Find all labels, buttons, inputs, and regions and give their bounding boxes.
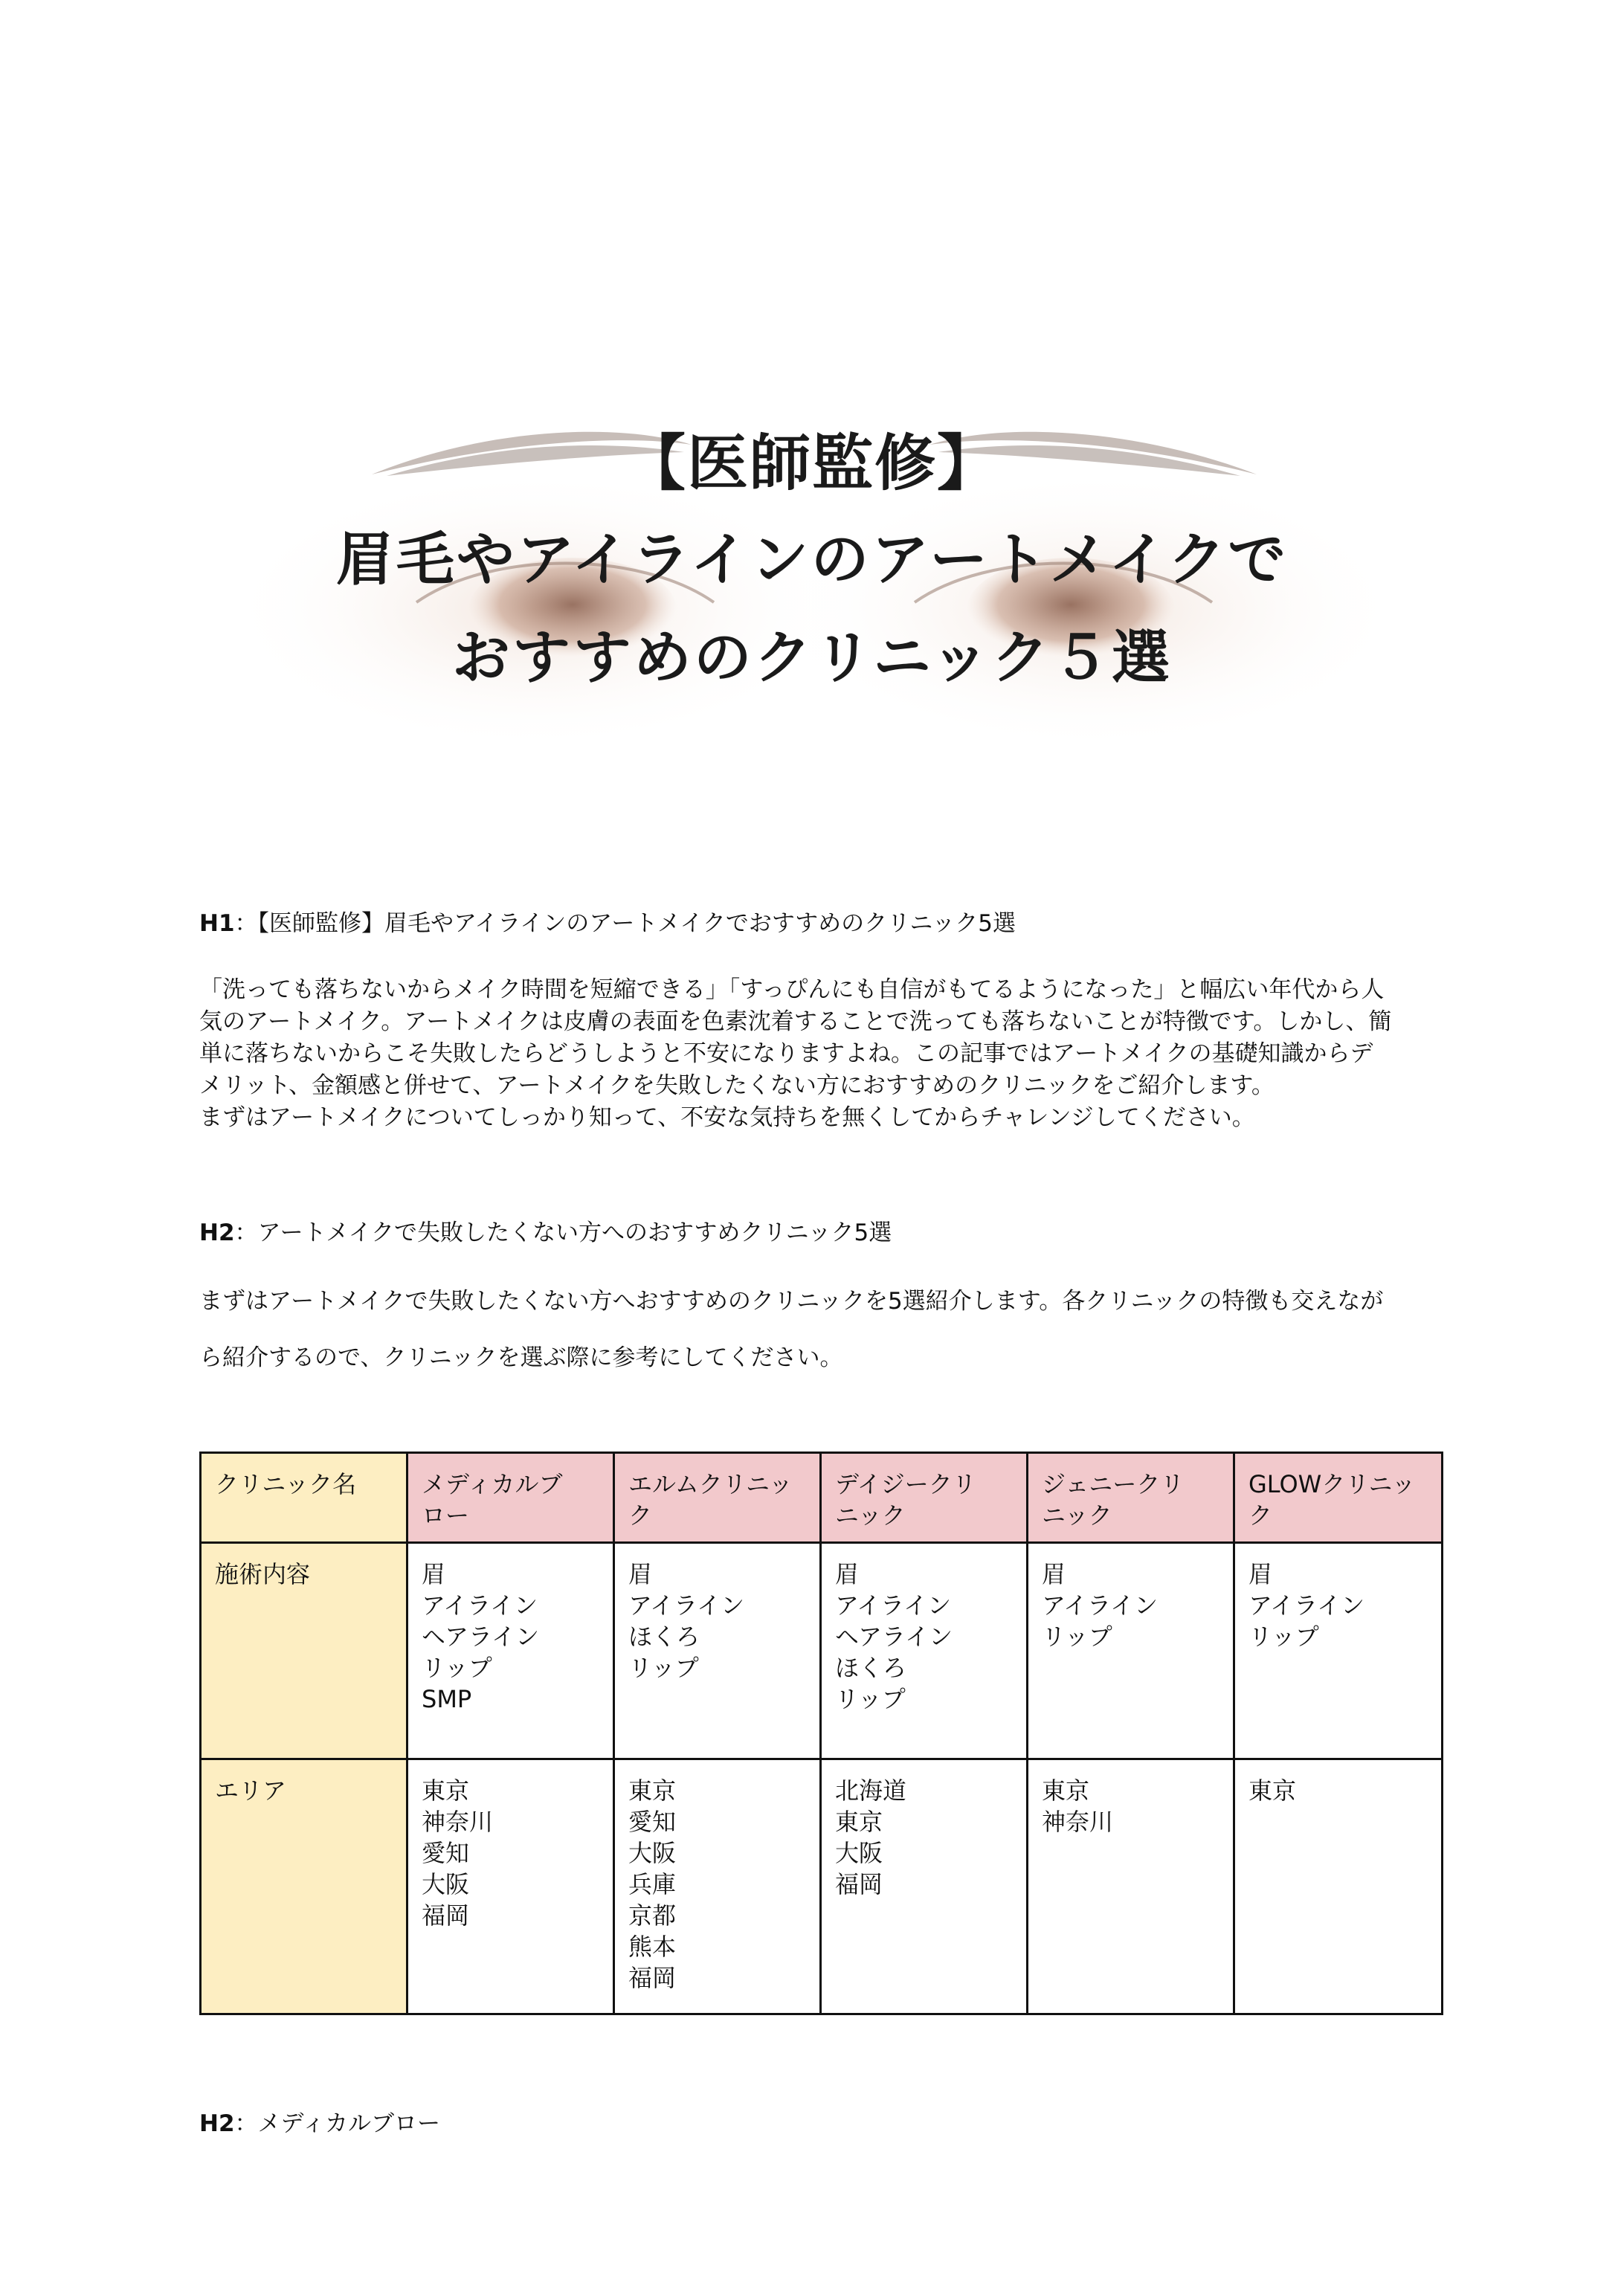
table-cell: 眉 アイライン ヘアライン リップ SMP: [407, 1543, 614, 1759]
h2-recommend-heading: [199, 1217, 1434, 1249]
table-cell: 東京: [1234, 1759, 1443, 2014]
table-cell: 北海道 東京 大阪 福岡: [821, 1759, 1028, 2014]
hero-title-line-3: おすすめのクリニック５選: [451, 625, 1173, 692]
header-cell-clinic: デイジークリ ニック: [821, 1453, 1028, 1543]
clinic-comparison-table: [199, 1452, 1443, 2015]
table-cell: 東京 神奈川: [1028, 1759, 1234, 2014]
header-cell-clinic: メディカルブ ロー: [407, 1453, 614, 1543]
h2-separator: ：: [234, 2110, 258, 2137]
header-cell-clinic: ジェニークリ ニック: [1028, 1453, 1234, 1543]
intro-line: 「洗っても落ちないからメイク時間を短縮できる」「すっぴんにも自信がもてるようになった」と幅広い年代から人: [199, 976, 1385, 1003]
h1-separator: ：: [234, 910, 258, 937]
intro-line: まずはアートメイクについてしっかり知って、不安な気持ちを無くしてからチャレンジしてください。: [199, 1104, 1255, 1131]
table-cell: 眉 アイライン リップ: [1028, 1543, 1234, 1759]
h2-label: H2: [199, 2110, 235, 2137]
intro-paragraph: [199, 974, 1434, 1134]
intro-line: メリット、金額感と併せて、アートメイクを失敗したくない方におすすめのクリニックをご紹介します。: [199, 1072, 1275, 1099]
table-cell: 眉 アイライン ほくろ リップ: [614, 1543, 821, 1759]
header-cell-clinic: GLOWクリニッ ク: [1234, 1453, 1443, 1543]
h2-text: メディカルブロー: [257, 2110, 441, 2137]
intro-line: 単に落ちないからこそ失敗したらどうしようと不安になりますよね。この記事ではアートメイクの基礎知識からデ: [199, 1040, 1373, 1067]
h2-medical-brow-heading: [199, 2107, 1434, 2140]
header-cell-clinic: エルムクリニッ ク: [614, 1453, 821, 1543]
h2-label: H2: [199, 1220, 235, 1246]
hero-title-line-2: 眉毛やアイラインのアートメイクで: [335, 526, 1289, 593]
h2-text: アートメイクで失敗したくない方へのおすすめクリニック5選: [257, 1220, 892, 1246]
h1-label: H1: [199, 910, 235, 937]
hero-banner: [0, 387, 1624, 773]
h1-text: 【医師監修】眉毛やアイラインのアートメイクでおすすめのクリニック5選: [257, 910, 1016, 937]
row-label-treatments: 施術内容: [201, 1543, 407, 1759]
table-cell: 眉 アイライン リップ: [1234, 1543, 1443, 1759]
h2-separator: ：: [234, 1220, 258, 1246]
intro-line: 気のアートメイク。アートメイクは皮膚の表面を色素沈着することで洗っても落ちないことが特徴です。しかし、簡: [199, 1008, 1392, 1035]
table-cell: 眉 アイライン ヘアライン ほくろ リップ: [821, 1543, 1028, 1759]
row-label-area: エリア: [201, 1759, 407, 2014]
table-header-row: [201, 1453, 1443, 1543]
table-row-area: [201, 1759, 1443, 2014]
recommend-paragraph: [199, 1273, 1434, 1386]
table-cell: 東京 神奈川 愛知 大阪 福岡: [407, 1759, 614, 2014]
table-row-treatments: [201, 1543, 1443, 1759]
recommend-line: ら紹介するので、クリニックを選ぶ際に参考にしてください。: [199, 1344, 843, 1371]
recommend-line: まずはアートメイクで失敗したくない方へおすすめのクリニックを5選紹介します。各クリニックの特徴も交えなが: [199, 1288, 1384, 1315]
table-cell: 東京 愛知 大阪 兵庫 京都 熊本 福岡: [614, 1759, 821, 2014]
hero-title-line-1: 【医師監修】: [624, 428, 999, 499]
h1-heading: [199, 907, 1434, 940]
header-cell-clinic-name: クリニック名: [201, 1453, 407, 1543]
